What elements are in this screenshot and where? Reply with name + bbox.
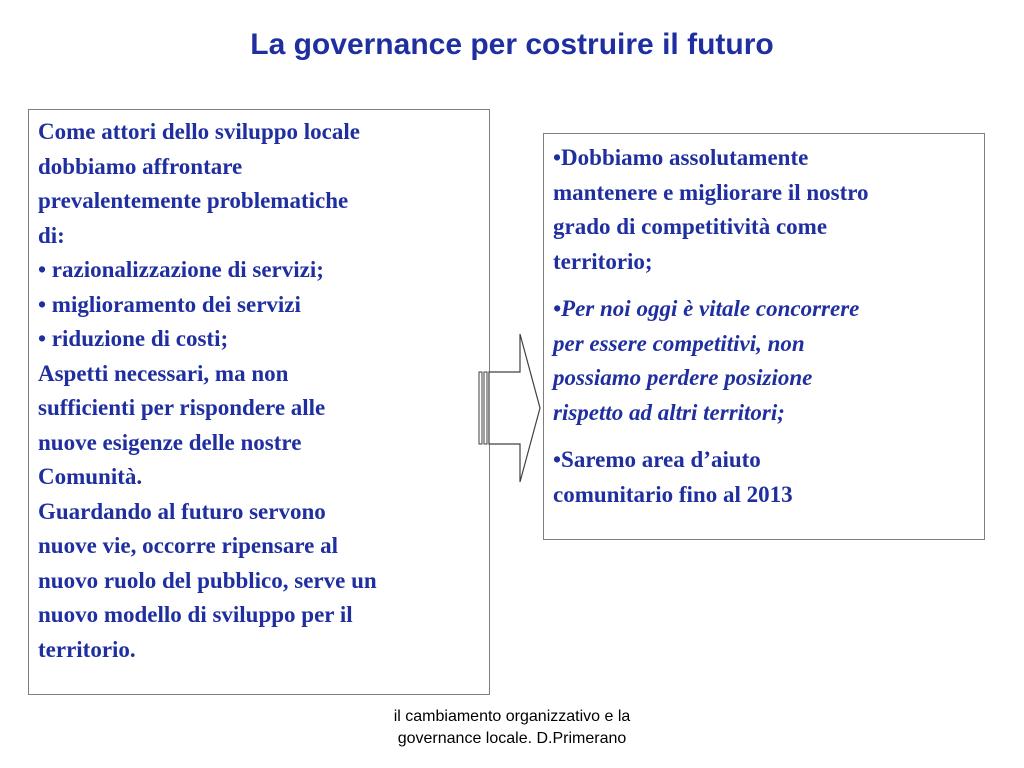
left-box-line: sufficienti per rispondere alle <box>38 395 326 420</box>
right-bullet-aid-area <box>553 443 978 512</box>
right-box-line: per essere competitivi, non <box>553 330 805 356</box>
left-box-line: nuove esigenze delle nostre <box>38 429 302 455</box>
right-box-line: mantenere e migliorare il nostro <box>553 179 869 205</box>
right-bullet-competitiveness <box>553 141 978 279</box>
footer-line: il cambiamento organizzativo e la <box>393 708 631 725</box>
slide-title: La governance per costruire il futuro <box>250 28 774 61</box>
left-box-line: prevalentemente problematiche <box>38 188 349 213</box>
left-box-line: di: <box>38 222 65 248</box>
slide-footer <box>352 706 672 750</box>
right-bullet-compete <box>553 292 978 430</box>
left-text-box <box>28 109 490 695</box>
right-box-line: possiamo perdere posizione <box>553 365 813 390</box>
left-box-line: nuovo ruolo del pubblico, serve un <box>38 567 377 593</box>
right-box-line: •Dobbiamo assolutamente <box>553 145 809 170</box>
left-box-line: Aspetti necessari, ma non <box>38 360 289 386</box>
right-box-line: comunitario fino al 2013 <box>553 481 793 507</box>
right-box-line: rispetto ad altri territori; <box>553 399 785 425</box>
right-box-line: •Per noi oggi è vitale concorrere <box>553 296 860 321</box>
footer-line: governance locale. D.Primerano <box>397 730 627 747</box>
right-box-line: territorio; <box>553 248 653 274</box>
left-box-bullet: • riduzione di costi; <box>38 326 229 351</box>
right-text-box <box>543 133 985 540</box>
right-arrow-icon <box>478 332 542 484</box>
right-box-line: grado di competitività come <box>553 214 828 239</box>
left-box-bullet: • razionalizzazione di servizi; <box>38 257 324 282</box>
right-box-line: •Saremo area d’aiuto <box>553 447 761 472</box>
left-box-line: territorio. <box>38 636 136 662</box>
left-box-line: Comunità. <box>38 464 143 489</box>
left-box-line: Come attori dello sviluppo locale <box>38 119 360 144</box>
left-box-line: dobbiamo affrontare <box>38 153 243 179</box>
left-box-line: Guardando al futuro servono <box>38 498 326 524</box>
left-box-bullet: • miglioramento dei servizi <box>38 291 301 317</box>
left-box-line: nuovo modello di sviluppo per il <box>38 602 353 627</box>
left-box-line: nuove vie, occorre ripensare al <box>38 533 338 558</box>
